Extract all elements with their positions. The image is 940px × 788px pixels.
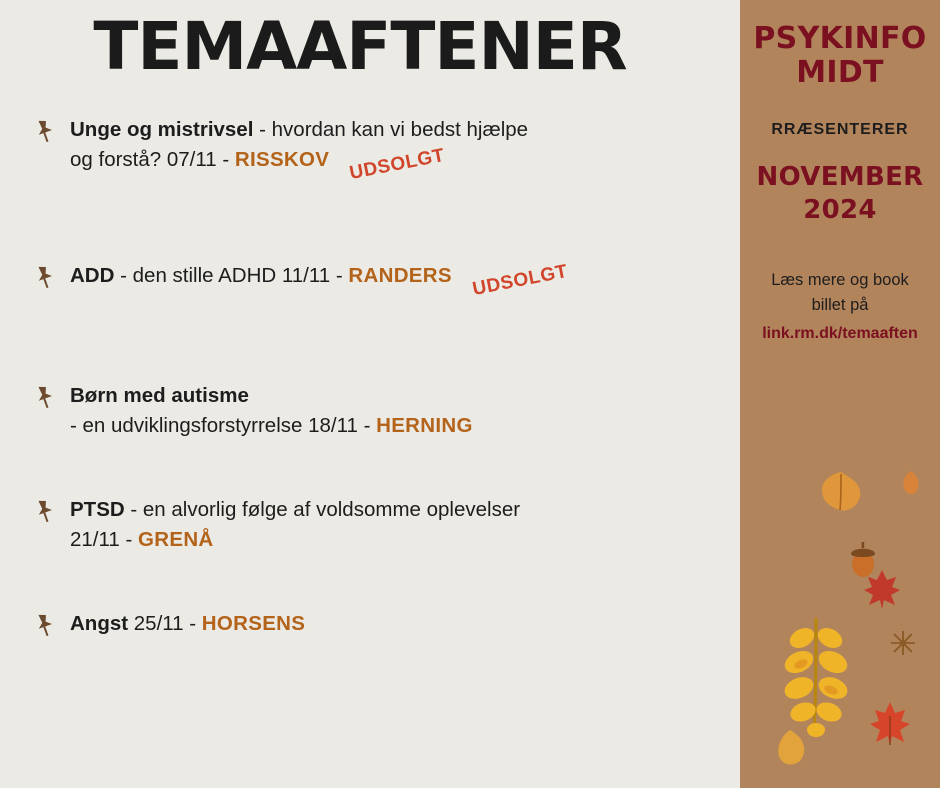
pushpin-icon — [30, 383, 58, 411]
list-item[interactable] — [26, 609, 740, 659]
autumn-leaf-icon — [818, 470, 864, 514]
pushpin-icon — [30, 611, 58, 639]
brand-line-2: MIDT — [796, 54, 884, 90]
maple-leaf-icon — [868, 700, 912, 746]
pushpin-icon — [30, 263, 58, 291]
brand-line-1: PSYKINFO — [753, 21, 927, 56]
autumn-leaf-icon — [772, 728, 808, 768]
small-leaf-icon — [900, 470, 922, 496]
booking-line-2: billet på — [811, 295, 869, 314]
star-anise-icon — [890, 630, 916, 656]
rowan-leaf-icon — [772, 612, 860, 737]
event-text — [70, 261, 740, 301]
pushpin-icon — [30, 117, 58, 145]
event-title: ADD — [70, 264, 115, 288]
event-location: HERNING — [376, 414, 473, 438]
event-detail-2: og forstå? 07/11 - — [70, 148, 235, 172]
event-text — [70, 495, 740, 554]
booking-line-1: Læs mere og book — [771, 271, 909, 290]
list-item[interactable] — [26, 495, 740, 565]
booking-link[interactable]: link.rm.dk/temaaften — [762, 324, 918, 342]
month-label: NOVEMBER — [756, 162, 924, 193]
booking-info — [740, 268, 940, 346]
event-detail: - den stille ADHD 11/11 - — [114, 264, 349, 288]
event-detail: - en alvorlig følge af voldsomme oplevelser — [124, 498, 521, 522]
status-badge: UDSOLGT — [347, 145, 447, 185]
event-detail-2: - en udviklingsforstyrrelse 18/11 - — [70, 414, 377, 438]
event-detail: 25/11 - — [128, 612, 202, 636]
event-title: Unge og mistrivsel — [70, 118, 254, 142]
event-location: GRENÅ — [138, 528, 214, 552]
event-location: RANDERS — [348, 264, 452, 288]
sidebar — [740, 0, 940, 788]
event-text — [70, 115, 740, 185]
list-item[interactable] — [26, 115, 740, 205]
event-location: RISSKOV — [234, 148, 330, 172]
event-list — [0, 115, 740, 659]
date-block — [740, 161, 940, 226]
list-item[interactable] — [26, 381, 740, 451]
event-detail: - hvordan kan vi bedst hjælpe — [253, 118, 529, 142]
list-item[interactable] — [26, 261, 740, 331]
brand-title — [740, 22, 940, 89]
event-text — [70, 381, 740, 440]
year-label: 2024 — [803, 194, 877, 225]
maple-leaf-icon — [862, 568, 902, 610]
event-title: Angst — [70, 612, 129, 636]
event-title: PTSD — [70, 498, 125, 522]
pushpin-icon — [30, 497, 58, 525]
presents-label: RRÆSENTERER — [771, 121, 909, 139]
event-detail-2: 21/11 - — [70, 528, 138, 552]
page-title: TEMAAFTENER — [93, 8, 627, 85]
status-badge: UDSOLGT — [470, 261, 570, 301]
event-text — [70, 609, 740, 639]
event-title: Børn med autisme — [70, 384, 249, 408]
event-location: HORSENS — [201, 612, 306, 636]
